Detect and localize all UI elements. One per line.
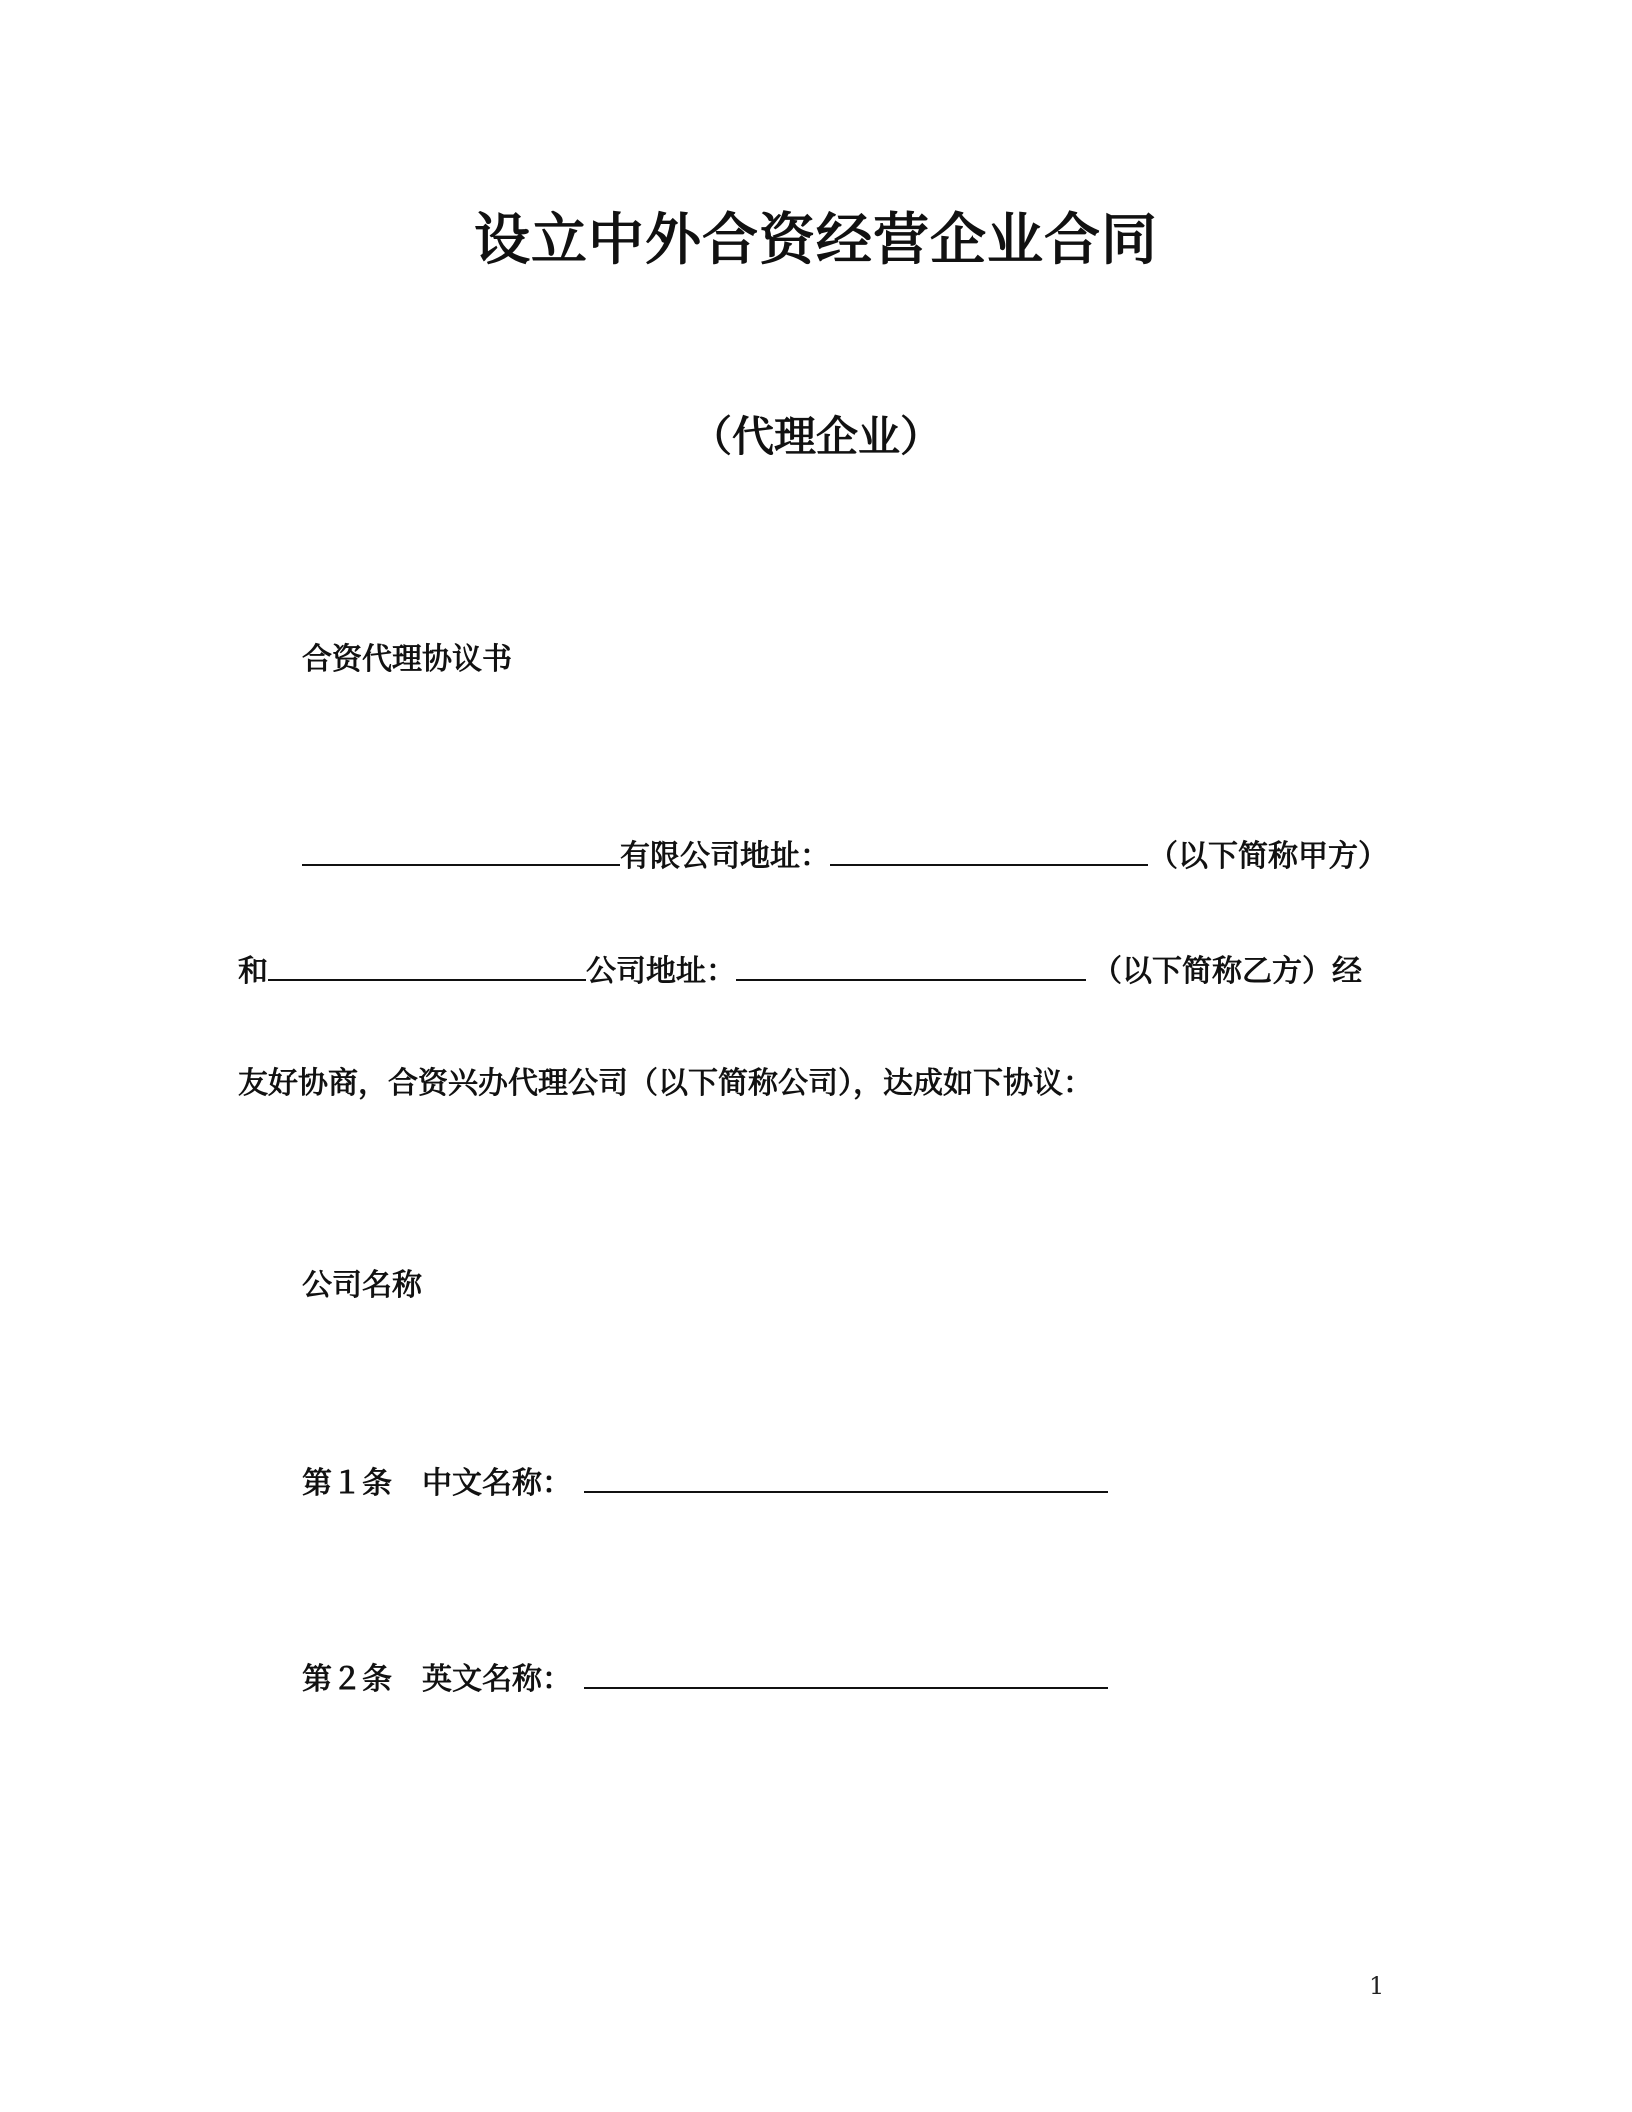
page-number: 1: [1369, 1972, 1385, 2000]
chinese-name-blank: [584, 1461, 1108, 1493]
document-subtitle: （代理企业）: [689, 412, 942, 461]
party-b-address-label: 公司地址：: [586, 954, 736, 989]
article-2-label: 第２条 英文名称：: [302, 1662, 572, 1697]
party-b-prefix: 和: [238, 954, 268, 989]
party-a-alias: （以下简称甲方）: [1148, 839, 1388, 874]
party-b-alias: （以下简称乙方）经: [1092, 954, 1362, 989]
party-a-line: [302, 834, 1388, 877]
section-heading: 公司名称: [302, 1268, 422, 1303]
party-b-address-blank: [736, 949, 1086, 981]
party-b-line: [238, 949, 1362, 992]
article-2-line: [302, 1657, 1108, 1700]
party-a-address-blank: [830, 834, 1148, 866]
document-title: 设立中外合资经营企业合同: [474, 208, 1158, 273]
party-a-address-label: 有限公司地址：: [620, 839, 830, 874]
article-1-line: [302, 1461, 1108, 1504]
party-a-name-blank: [302, 834, 620, 866]
agreement-line: 友好协商，合资兴办代理公司（以下简称公司），达成如下协议：: [238, 1066, 1093, 1101]
article-1-label: 第１条 中文名称：: [302, 1466, 572, 1501]
agreement-heading: 合资代理协议书: [302, 642, 512, 677]
party-b-name-blank: [268, 949, 586, 981]
english-name-blank: [584, 1657, 1108, 1689]
